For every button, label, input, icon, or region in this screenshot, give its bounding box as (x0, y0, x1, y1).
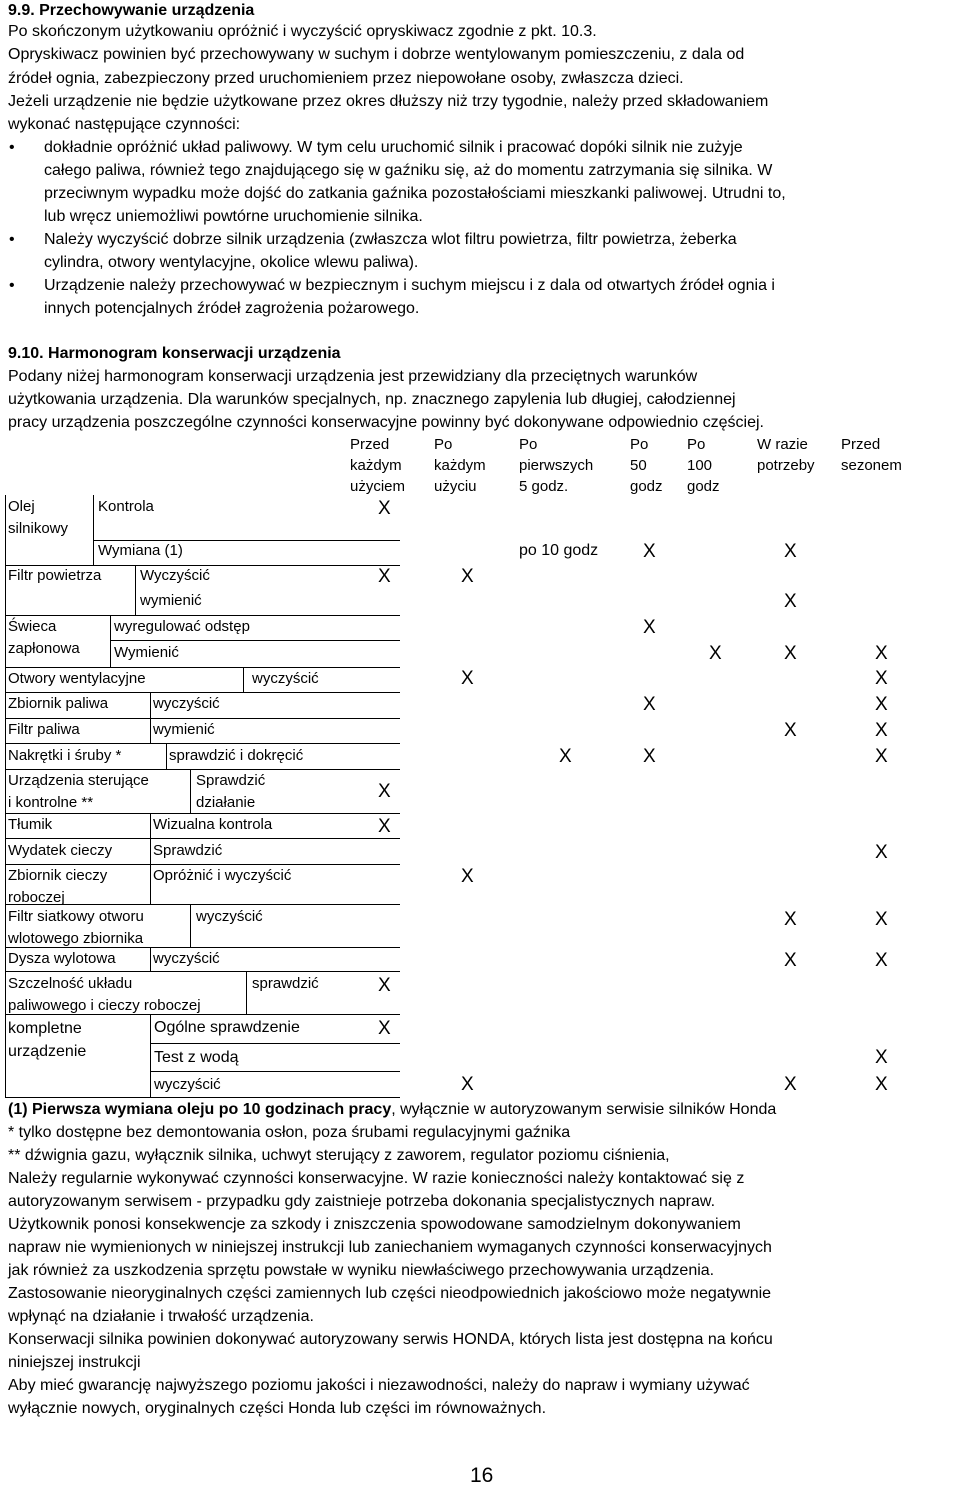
check-mark: X (875, 746, 888, 767)
action-label: sprawdzić (252, 975, 319, 992)
check-mark: X (461, 668, 474, 689)
row-label-swieca: Świeca zapłonowa (8, 618, 80, 657)
column-header: Przed sezonem (841, 436, 902, 474)
action-label: wymienić (153, 721, 215, 738)
column-header: Po 100 godz (687, 436, 720, 495)
action-label: Wymienić (114, 644, 179, 661)
check-mark: X (784, 909, 797, 930)
row-label-dysza: Dysza wylotowa (8, 950, 116, 967)
action-label: Sprawdzić (153, 842, 223, 859)
check-mark: X (378, 1018, 391, 1039)
footnote-line: ** dźwignia gazu, wyłącznik silnika, uchwyt sterujący z zaworem, regulator poziomu ciśnienia, (8, 1147, 670, 1164)
check-mark: X (875, 643, 888, 664)
section2-title: 9.10. Harmonogram konserwacji urządzenia (8, 345, 341, 362)
check-mark: X (875, 950, 888, 971)
action-label: wyczyścić (154, 1076, 221, 1093)
check-mark: X (378, 566, 391, 587)
action-label: Wyczyścić (140, 567, 210, 584)
action-label: wyregulować odstęp (114, 618, 250, 635)
row-label-olej: Olej silnikowy (8, 498, 69, 537)
check-mark: X (784, 1074, 797, 1095)
check-mark: X (875, 668, 888, 689)
check-mark: X (875, 842, 888, 863)
footnote-line: wyłącznie nowych, oryginalnych części Honda lub części im równoważnych. (8, 1400, 547, 1417)
bullet-icon: • (9, 139, 15, 156)
column-header: Po pierwszych 5 godz. (519, 436, 594, 495)
check-mark: X (875, 720, 888, 741)
intro-line: Jeżeli urządzenie nie będzie użytkowane przez okres dłuższy niż trzy tygodnie, należy przed składowaniem (8, 93, 769, 110)
action-label: wyczyścić (196, 908, 263, 925)
intro-line: Po skończonym użytkowaniu opróżnić i wyczyścić opryskiwacz zgodnie z pkt. 10.3. (8, 23, 597, 40)
bullet-line: Należy wyczyścić dobrze silnik urządzenia (zwłaszcza wlot filtru powietrza, filtr powietrza, żeberka (44, 231, 737, 248)
action-label: Wizualna kontrola (153, 816, 273, 833)
row-label-nakretki: Nakrętki i śruby * (8, 747, 122, 764)
check-mark: X (378, 975, 391, 996)
bullet-line: lub wręcz uniemożliwi powtórne uruchomienie silnika. (44, 208, 423, 225)
row-label-filtr-siatkowy: Filtr siatkowy otworu wlotowego zbiornika (8, 908, 144, 947)
bullet-line: Urządzenie należy przechowywać w bezpiecznym i suchym miejscu i z dala od otwartych źródeł ognia i (44, 277, 775, 294)
row-label-zbiornik-paliwa: Zbiornik paliwa (8, 695, 109, 712)
section-title: 9.9. Przechowywanie urządzenia (8, 2, 255, 19)
check-mark: X (784, 643, 797, 664)
check-mark: X (378, 498, 391, 519)
footnote-line: Zastosowanie nieoryginalnych części zamiennych lub części nieodpowiednich jakościowo może negatywnie (8, 1285, 772, 1302)
column-header: Po 50 godz (630, 436, 663, 495)
intro-line: źródeł ognia, zabezpieczony przed uruchomieniem przez niepowołane osoby, zwłaszcza dzieci. (8, 70, 684, 87)
check-mark: X (784, 720, 797, 741)
action-label: Sprawdzić działanie (196, 772, 266, 811)
action-label: wyczyścić (252, 670, 319, 687)
action-label: Wymiana (1) (98, 542, 183, 559)
check-mark: X (461, 1074, 474, 1095)
footnote-line: Konserwacji silnika powinien dokonywać autoryzowany serwis HONDA, których lista jest dostępna na końcu (8, 1331, 773, 1348)
action-label: sprawdzić i dokręcić (169, 747, 304, 764)
footnote-line: niniejszej instrukcji (8, 1354, 141, 1371)
check-mark: X (784, 950, 797, 971)
intro-line: Opryskiwacz powinien być przechowywany w suchym i dobrze wentylowanym pomieszczeniu, z dala od (8, 46, 745, 63)
action-label: wyczyścić (153, 950, 220, 967)
action-label: Opróżnić i wyczyścić (153, 867, 292, 884)
footnote-line: autoryzowanym serwisem - przypadku gdy zaistnieje potrzeba dokonania specjalistycznych napraw. (8, 1193, 716, 1210)
bullet-line: cylindra, otwory wentylacyjne, okolice wlewu paliwa). (44, 254, 419, 271)
row-label-urzadzenia: Urządzenia sterujące i kontrolne ** (8, 772, 149, 811)
check-mark: X (709, 643, 722, 664)
bullet-line: całego paliwa, również tego znajdującego się w gaźniku się, aż do momentu zatrzymania się silnika. W (44, 162, 773, 179)
row-label-tlumik: Tłumik (8, 816, 53, 833)
footnote-line: Należy regularnie wykonywać czynności konserwacyjne. W razie konieczności należy kontaktować się z (8, 1170, 745, 1187)
check-mark: X (378, 816, 391, 837)
column-header: W razie potrzeby (757, 436, 815, 474)
row-label-otwory: Otwory wentylacyjne (8, 670, 146, 687)
check-mark: X (461, 566, 474, 587)
bullet-line: dokładnie opróżnić układ paliwowy. W tym celu uruchomić silnik i pracować dopóki silnik nie zużyje (44, 139, 743, 156)
footnote-line: Aby mieć gwarancję najwyższego poziomu jakości i niezawodności, należy do napraw i wymiany używać (8, 1377, 750, 1394)
bullet-icon: • (9, 277, 15, 294)
check-mark: X (875, 1047, 888, 1068)
check-mark: X (643, 541, 656, 562)
action-label: Test z wodą (154, 1049, 239, 1066)
row-label-filtr-powietrza: Filtr powietrza (8, 567, 102, 584)
row-label-wydatek: Wydatek cieczy (8, 842, 113, 859)
bullet-line: innych potencjalnych źródeł zagrożenia pożarowego. (44, 300, 420, 317)
check-mark: X (643, 694, 656, 715)
section2-line: użytkowania urządzenia. Dla warunków specjalnych, np. znacznego zapylenia lub długiej, całodziennej (8, 391, 736, 408)
bullet-line: przeciwnym wypadku może dojść do zatkania gaźnika pozostałościami mieszkanki paliwowej. Utrudni to, (44, 185, 786, 202)
row-label-kompletne: kompletne urządzenie (8, 1020, 87, 1060)
column-header: Po każdym użyciu (434, 436, 486, 495)
interval-note: po 10 godz (519, 542, 599, 559)
action-label: wymienić (140, 592, 202, 609)
page-number: 16 (470, 1464, 494, 1487)
check-mark: X (875, 909, 888, 930)
row-label-zbiornik-cieczy: Zbiornik cieczy roboczej (8, 867, 108, 906)
check-mark: X (875, 1074, 888, 1095)
check-mark: X (784, 591, 797, 612)
column-header: Przed każdym użyciem (350, 436, 406, 495)
footnote-line: Użytkownik ponosi konsekwencje za szkody i zniszczenia spowodowane samodzielnym dokonywaniem (8, 1216, 741, 1233)
intro-line: wykonać następujące czynności: (8, 116, 241, 133)
check-mark: X (784, 541, 797, 562)
action-label: Ogólne sprawdzenie (154, 1019, 300, 1036)
section2-line: pracy urządzenia poszczególne czynności konserwacyjne powinny być dokonywane odpowiednio częściej. (8, 414, 764, 431)
action-label: wyczyścić (153, 695, 220, 712)
footnote-line: wpłynąć na działanie i trwałość urządzenia. (8, 1308, 314, 1325)
footnote-line: napraw nie wymienionych w niniejszej instrukcji lub zaniechaniem wymaganych czynności konserwacyjnych (8, 1239, 772, 1256)
check-mark: X (461, 866, 474, 887)
row-label-szczelnosc: Szczelność układu paliwowego i cieczy roboczej (8, 975, 201, 1014)
row-label-filtr-paliwa: Filtr paliwa (8, 721, 80, 738)
check-mark: X (559, 746, 572, 767)
section2-line: Podany niżej harmonogram konserwacji urządzenia jest przewidziany dla przeciętnych warunków (8, 368, 698, 385)
bullet-icon: • (9, 231, 15, 248)
action-label: Kontrola (98, 498, 154, 515)
footnote-line: * tylko dostępne bez demontowania osłon, poza śrubami regulacyjnymi gaźnika (8, 1124, 571, 1141)
check-mark: X (875, 694, 888, 715)
footnote-line: jak również za uszkodzenia sprzętu powstałe w wyniku niewłaściwego przechowywania urządzenia. (8, 1262, 715, 1279)
check-mark: X (643, 617, 656, 638)
check-mark: X (643, 746, 656, 767)
footnote-1: (1) Pierwsza wymiana oleju po 10 godzinach pracy, wyłącznie w autoryzowanym serwisie silników Honda (8, 1101, 777, 1118)
check-mark: X (378, 781, 391, 802)
